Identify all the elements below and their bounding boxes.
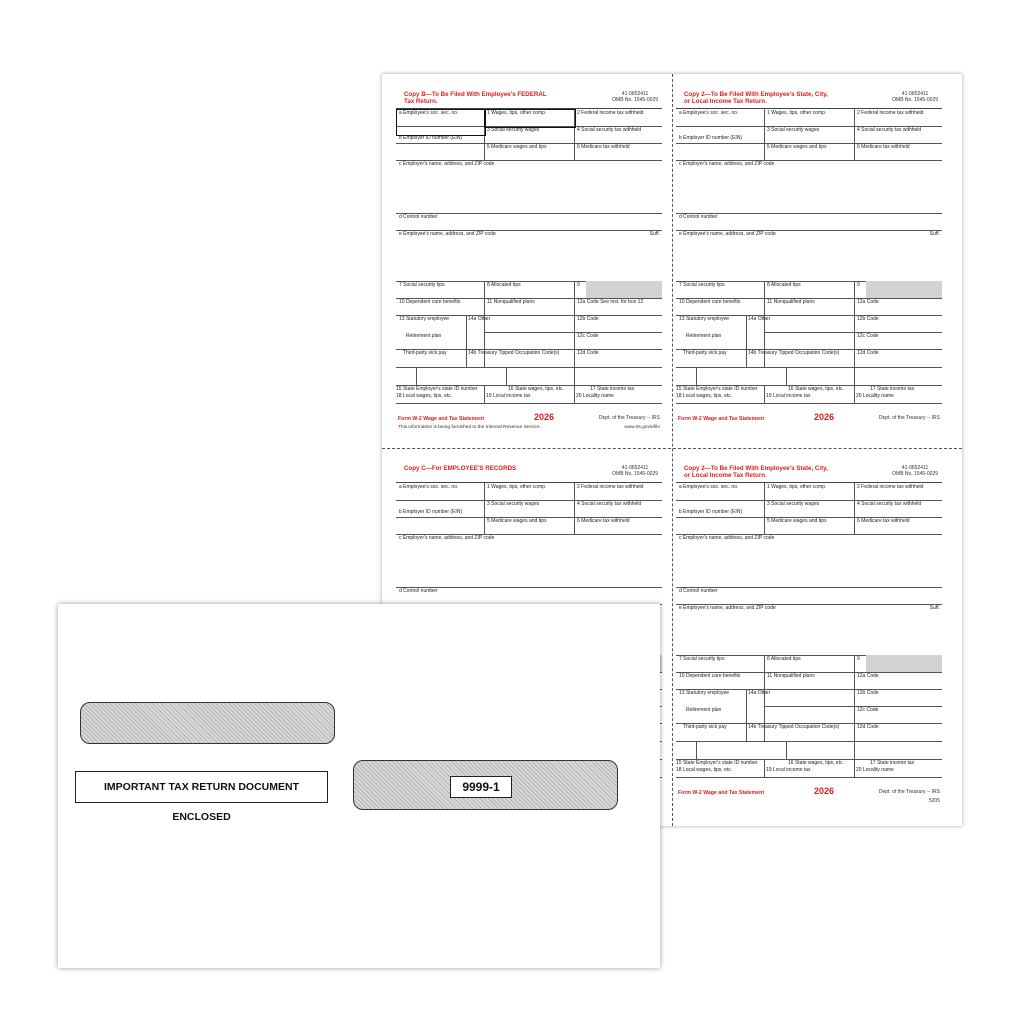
box-7-label: 7 Social security tips	[679, 656, 725, 662]
box-b-label: b Employer ID number (EIN)	[399, 509, 463, 515]
box-6-label: 6 Medicare tax withheld	[857, 518, 910, 524]
box-12b-label: 12b Code	[857, 690, 879, 696]
omb-block	[892, 92, 938, 103]
form-header	[396, 90, 662, 108]
box-12b-label: 12b Code	[857, 316, 879, 322]
grid-line	[484, 332, 662, 333]
omb-block	[892, 466, 938, 477]
box-10-label: 10 Dependent care benefits	[679, 673, 741, 679]
box-3-label: 3 Social security wages	[767, 501, 820, 507]
third-party-sick-pay-label: Third-party sick pay	[403, 350, 447, 356]
w2-form-copy-2-bottom	[676, 464, 942, 814]
box-14a-label: 14a Other	[468, 316, 491, 322]
grid-line	[764, 143, 765, 160]
grid-line	[854, 109, 855, 160]
grid-line	[764, 517, 765, 534]
box-10-label: 10 Dependent care benefits	[679, 299, 741, 305]
copy-title: Copy C—For EMPLOYEE'S RECORDS	[404, 465, 517, 472]
horizontal-perforation	[382, 448, 962, 449]
box-4-label: 4 Social security tax withheld	[577, 127, 642, 133]
w2-form-copy-b	[396, 90, 662, 440]
treasury-dept: Dept. of the Treasury -- IRS	[878, 415, 940, 421]
box-10-label: 10 Dependent care benefits	[399, 299, 461, 305]
box-18-label: 18 Local wages, tips, etc.	[676, 393, 733, 399]
retirement-plan-label: Retirement plan	[686, 707, 722, 713]
box-14a-label: 14a Other	[748, 316, 771, 322]
account-number-box: 9999-1	[450, 776, 512, 798]
form-footer	[676, 412, 942, 440]
grid-line	[574, 367, 575, 403]
grid-line	[746, 315, 747, 367]
grid-line	[764, 759, 765, 777]
copy-title: Copy B—To Be Filed With Employee's FEDERAL Tax Return.	[404, 91, 547, 105]
box-16-label: 16 State wages, tips, etc.	[508, 386, 564, 392]
grid-line	[764, 385, 765, 403]
box-d-label: d Control number	[679, 214, 718, 220]
box-c-label: c Employer's name, address, and ZIP code	[679, 535, 775, 541]
suffix-label: Suff.	[929, 231, 940, 237]
omb-number: OMB No. 1545-0029	[612, 470, 658, 477]
grid-line	[854, 741, 855, 777]
box-a-label: a Employee's soc. sec. no.	[679, 484, 739, 490]
grid-line	[676, 403, 942, 404]
box-3-label: 3 Social security wages	[487, 127, 540, 133]
form-footer	[396, 412, 662, 440]
box-15-label: 15 State Employer's state ID number	[676, 386, 758, 392]
suffix-label: Suff.	[649, 231, 660, 237]
omb-block	[612, 92, 658, 103]
box-8-label: 8 Allocated tips	[487, 282, 521, 288]
box9-shaded	[866, 281, 942, 298]
box-b-label: b Employer ID number (EIN)	[679, 135, 743, 141]
grid-line	[854, 281, 855, 367]
box-7-label: 7 Social security tips	[679, 282, 725, 288]
form-title: Form W-2 Wage and Tax Statement	[678, 790, 765, 796]
box-14b-label: 14b Treasury Tipped Occupation Code(s)	[748, 724, 840, 730]
form-title: Form W-2 Wage and Tax Statement	[678, 416, 765, 422]
grid-line	[676, 741, 942, 742]
form-header	[676, 90, 942, 108]
employer-ein-printed: 41-0852411	[901, 465, 929, 471]
retirement-plan-label: Retirement plan	[406, 333, 442, 339]
suffix-label: Suff.	[929, 605, 940, 611]
grid-line	[854, 655, 855, 741]
grid-line	[786, 741, 787, 759]
grid-line	[696, 741, 697, 759]
box-2-label: 2 Federal income tax withheld	[857, 484, 924, 490]
box9-shaded	[866, 655, 942, 672]
employer-ein-printed: 41-0852411	[621, 91, 649, 97]
box-16-label: 16 State wages, tips, etc.	[788, 386, 844, 392]
grid-line	[764, 706, 942, 707]
box-11-label: 11 Nonqualified plans	[767, 673, 815, 679]
grid-line	[484, 143, 485, 160]
grid-line	[416, 367, 417, 385]
grid-line	[484, 483, 485, 517]
box-6-label: 6 Medicare tax withheld	[857, 144, 910, 150]
box-17-label: 17 State income tax	[870, 760, 915, 766]
box-14a-label: 14a Other	[748, 690, 771, 696]
grid-line	[696, 367, 697, 385]
box-4-label: 4 Social security tax withheld	[857, 127, 922, 133]
vertical-perforation	[672, 74, 673, 826]
box-5-label: 5 Medicare wages and tips	[767, 518, 827, 524]
grid-line	[484, 517, 485, 534]
form-title: Form W-2 Wage and Tax Statement	[398, 416, 485, 422]
box-4-label: 4 Social security tax withheld	[857, 501, 922, 507]
grid-line	[676, 367, 942, 368]
omb-block	[612, 466, 658, 477]
box-11-label: 11 Nonqualified plans	[487, 299, 535, 305]
box-d-label: d Control number	[399, 214, 438, 220]
box-1-label: 1 Wages, tips, other comp.	[487, 484, 547, 490]
grid-line	[676, 777, 942, 778]
box-d-label: d Control number	[679, 588, 718, 594]
grid-line	[466, 315, 467, 367]
box-7-label: 7 Social security tips	[399, 282, 445, 288]
box-12d-label: 12d Code	[857, 724, 879, 730]
box-19-label: 19 Local income tax	[766, 767, 811, 773]
omb-number: OMB No. 1545-0029	[892, 470, 938, 477]
employer-ein-printed: 41-0852411	[621, 465, 649, 471]
box-c-label: c Employer's name, address, and ZIP code	[679, 161, 775, 167]
copy-title: Copy 2—To Be Filed With Employee's State, City, or Local Income Tax Return.	[684, 91, 828, 105]
box-12a-label: 12a Code	[857, 299, 879, 305]
box-5-label: 5 Medicare wages and tips	[767, 144, 827, 150]
grid-line	[396, 367, 662, 368]
form-footer	[676, 786, 942, 814]
box-12c-label: 12c Code	[857, 707, 879, 713]
box-a-label: a Employee's soc. sec. no.	[399, 484, 459, 490]
box-2-label: 2 Federal income tax withheld	[577, 110, 644, 116]
box-15-label: 15 State Employer's state ID number	[396, 386, 478, 392]
box-8-label: 8 Allocated tips	[767, 656, 801, 662]
box-5-label: 5 Medicare wages and tips	[487, 518, 547, 524]
box-4-label: 4 Social security tax withheld	[577, 501, 642, 507]
irs-notice: This information is being furnished to the Internal Revenue Service.	[398, 425, 541, 430]
grid-line	[786, 367, 787, 385]
box-18-label: 18 Local wages, tips, etc.	[396, 393, 453, 399]
box-c-label: c Employer's name, address, and ZIP code	[399, 161, 495, 167]
tax-year: 2026	[814, 412, 835, 422]
treasury-dept: Dept. of the Treasury -- IRS	[598, 415, 660, 421]
box-12c-label: 12c Code	[577, 333, 599, 339]
box-19-label: 19 Local income tax	[766, 393, 811, 399]
box9-shaded	[586, 281, 662, 298]
box-1-label: 1 Wages, tips, other comp.	[487, 110, 547, 116]
box-20-label: 20 Locality name	[856, 767, 894, 773]
box-13-label: 13 Statutory employee	[679, 690, 730, 696]
third-party-sick-pay-label: Third-party sick pay	[683, 724, 727, 730]
box-16-label: 16 State wages, tips, etc.	[788, 760, 844, 766]
box-13-label: 13 Statutory employee	[399, 316, 450, 322]
box-1-label: 1 Wages, tips, other comp.	[767, 484, 827, 490]
box-11-label: 11 Nonqualified plans	[767, 299, 815, 305]
box-14b-label: 14b Treasury Tipped Occupation Code(s)	[748, 350, 840, 356]
grid-line	[764, 109, 765, 143]
box-a-label: a Employee's soc. sec. no.	[399, 110, 459, 116]
treasury-dept: Dept. of the Treasury -- IRS	[878, 789, 940, 795]
box-12a-label: 12a Code	[857, 673, 879, 679]
box-13-label: 13 Statutory employee	[679, 316, 730, 322]
box-17-label: 17 State income tax	[870, 386, 915, 392]
irs-website: www.irs.gov/efile	[624, 425, 660, 430]
third-party-sick-pay-label: Third-party sick pay	[683, 350, 727, 356]
box-19-label: 19 Local income tax	[486, 393, 531, 399]
box-17-label: 17 State income tax	[590, 386, 635, 392]
grid-line	[506, 367, 507, 385]
box-12d-label: 12d Code	[857, 350, 879, 356]
box-9-label: 9	[577, 282, 580, 288]
box-15-label: 15 State Employer's state ID number	[676, 760, 758, 766]
grid-line	[484, 385, 485, 403]
box-5-label: 5 Medicare wages and tips	[487, 144, 547, 150]
box-3-label: 3 Social security wages	[487, 501, 540, 507]
form-header	[676, 464, 942, 482]
omb-number: OMB No. 1545-0029	[612, 96, 658, 103]
grid-line	[574, 483, 575, 534]
box-12c-label: 12c Code	[857, 333, 879, 339]
grid-line	[574, 281, 575, 367]
grid-line	[854, 483, 855, 534]
box-2-label: 2 Federal income tax withheld	[857, 110, 924, 116]
box-d-label: d Control number	[399, 588, 438, 594]
grid-line	[854, 367, 855, 403]
important-notice-box: IMPORTANT TAX RETURN DOCUMENT ENCLOSED	[75, 771, 328, 803]
w2-box-grid	[676, 482, 942, 783]
box-20-label: 20 Locality name	[576, 393, 614, 399]
w2-box-grid	[676, 108, 942, 409]
box-e-label: e Employee's name, address, and ZIP code	[399, 231, 496, 237]
tax-year: 2026	[814, 786, 835, 796]
box-9-label: 9	[857, 282, 860, 288]
box-e-label: e Employee's name, address, and ZIP code	[679, 605, 776, 611]
employer-ein-printed: 41-0852411	[901, 91, 929, 97]
box-8-label: 8 Allocated tips	[767, 282, 801, 288]
w2-box-grid	[396, 108, 662, 409]
tax-year: 2026	[534, 412, 555, 422]
copy-title: Copy 2—To Be Filed With Employee's State, City, or Local Income Tax Return.	[684, 465, 828, 479]
box-6-label: 6 Medicare tax withheld	[577, 518, 630, 524]
retirement-plan-label: Retirement plan	[686, 333, 722, 339]
double-window-envelope	[58, 604, 660, 968]
box-9-label: 9	[857, 656, 860, 662]
envelope-top-window	[80, 702, 335, 744]
omb-number: OMB No. 1545-0029	[892, 96, 938, 103]
box-18-label: 18 Local wages, tips, etc.	[676, 767, 733, 773]
box-b-label: b Employer ID number (EIN)	[679, 509, 743, 515]
box-e-label: e Employee's name, address, and ZIP code	[679, 231, 776, 237]
box-12a-label: 12a Code See inst. for box 12	[577, 299, 644, 305]
box-14b-label: 14b Treasury Tipped Occupation Code(s)	[468, 350, 560, 356]
box-20-label: 20 Locality name	[856, 393, 894, 399]
grid-line	[396, 403, 662, 404]
box-1-label: 1 Wages, tips, other comp.	[767, 110, 827, 116]
grid-line	[764, 332, 942, 333]
form-code: 5205	[928, 798, 940, 804]
grid-line	[746, 689, 747, 741]
form-header	[396, 464, 662, 482]
box-12d-label: 12d Code	[577, 350, 599, 356]
box-2-label: 2 Federal income tax withheld	[577, 484, 644, 490]
box-b-label: b Employer ID number (EIN)	[399, 135, 463, 141]
w2-form-copy-2-top	[676, 90, 942, 440]
box-c-label: c Employer's name, address, and ZIP code	[399, 535, 495, 541]
box-6-label: 6 Medicare tax withheld	[577, 144, 630, 150]
box-a-label: a Employee's soc. sec. no.	[679, 110, 739, 116]
grid-line	[764, 483, 765, 517]
box-3-label: 3 Social security wages	[767, 127, 820, 133]
box-12b-label: 12b Code	[577, 316, 599, 322]
